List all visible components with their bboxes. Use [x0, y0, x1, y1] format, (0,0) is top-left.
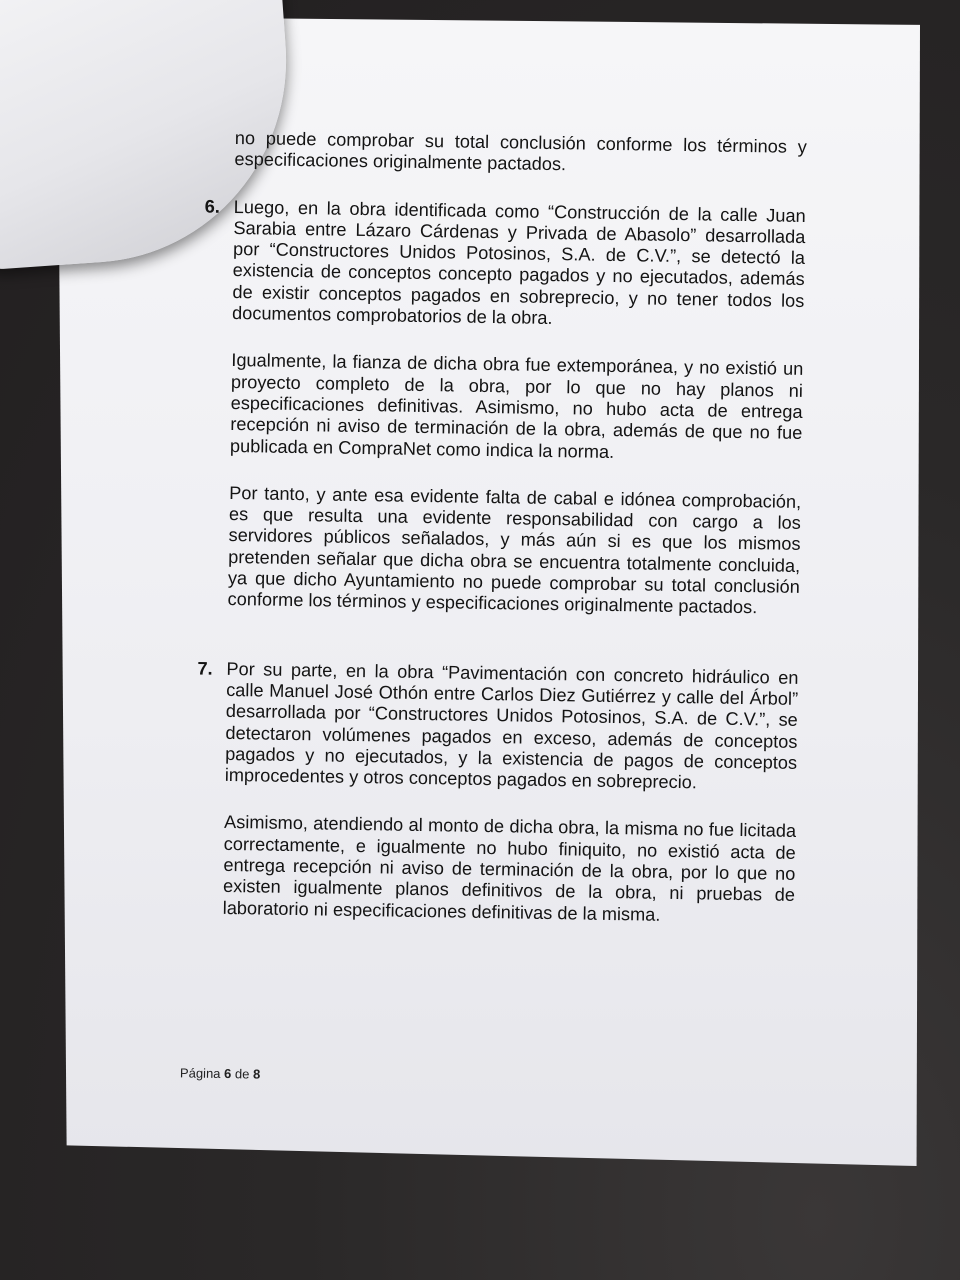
list-item-6: [204, 196, 806, 620]
list-item-7: [197, 658, 799, 928]
intro-paragraph: no puede comprobar su total conclusión conforme los términos y especificaciones originalmente pactados.: [234, 128, 807, 175]
item7-paragraph-1: Por su parte, en la obra “Pavimentación con concreto hidráulico en calle Manuel José Othón entre Carlos Diez Gutiérrez y calle del Árbol” desarrollada por “Constructores Unidos Potosinos, S.A. de C.V.”, se detectaron volúmenes pagados en exceso, además de conceptos pagados y no ejecutados, y la existencia de pagos de conceptos improcedentes y otros conceptos pagados en sobreprecio.: [224, 658, 799, 793]
item6-paragraph-2: Igualmente, la fianza de dicha obra fue extemporánea, y no existió un proyecto completo de la obra, por lo que no hay planos ni especificaciones definitivas. Asimismo, no hubo acta de entrega recepción ni aviso de terminación de la obra, además de que no fue publicada en CompraNet como indica la norma.: [229, 350, 804, 462]
item7-paragraph-2: Asimismo, atendiendo al monto de dicha obra, la misma no fue licitada correctamente, e igualmente no hubo finiquito, no existió acta de entrega recepción ni aviso de terminación de la obra, por lo que no existen igualmente planos definitivos de la obra, ni pruebas de laboratorio ni especificaciones definitivas de la misma.: [222, 812, 797, 925]
footer-page-word: Página: [179, 1065, 221, 1082]
footer-current-page: 6: [223, 1066, 232, 1082]
footer-of-word: de: [234, 1066, 250, 1082]
page-footer: [180, 1065, 261, 1081]
item6-paragraph-1: Luego, en la obra identificada como “Construcción de la calle Juan Sarabia entre Lázaro Cárdenas y Privada de Abasolo” desarrollada por “Constructores Unidos Potosinos, S.A. de C.V.”, se detectó la existencia de conceptos concepto pagados y no ejecutados, además de existir conceptos pagados en sobreprecio, y no tener todos los documentos comprobatorios de la obra.: [231, 196, 806, 329]
item-number: 7.: [197, 658, 213, 679]
document-body: [197, 128, 807, 928]
item-number: 6.: [204, 196, 221, 217]
footer-total-pages: 8: [252, 1066, 261, 1082]
item6-paragraph-3: Por tanto, y ante esa evidente falta de cabal e idónea comprobación, es que resulta una evidente responsabilidad con cargo a los servidores públicos señalados, y más aún si es que los mismos pretenden señalar que dicha obra se encuentra totalmente concluida, ya que dicho Ayuntamiento no puede comprobar su total conclusión conforme los términos y especificaciones originalmente pactados.: [227, 482, 802, 618]
